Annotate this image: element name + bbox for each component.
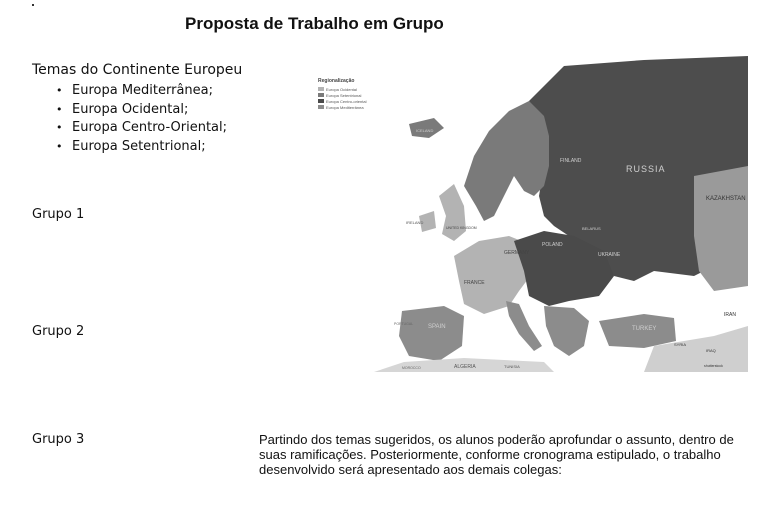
group-1-label: Grupo 1 [32,207,85,222]
label-russia: RUSSIA [626,164,666,174]
label-portugal: PORTUGAL [394,322,414,326]
legend-title: Regionalização [318,78,355,84]
black-sea [608,289,660,313]
europe-map-graphic [314,56,748,372]
group-3-label: Grupo 3 [32,432,85,447]
label-iran: IRAN [724,312,736,318]
label-algeria: ALGERIA [454,364,476,370]
label-belarus: BELARUS [582,226,601,231]
stray-dot [32,4,34,6]
legend-item-centro-oriental: Europa Centro-oriental [318,98,366,104]
region-balkans [544,306,589,356]
region-iberia [399,306,464,361]
label-iraq: IRAQ [706,348,716,353]
theme-item-mediterranea: • Europa Mediterrânea; [56,82,227,101]
region-italy [506,301,542,351]
label-finland: FINLAND [560,158,582,164]
legend-item-mediterranea: Europa Mediterrânea [318,104,366,110]
label-poland: POLAND [542,242,563,248]
label-turkey: TURKEY [632,326,657,332]
label-credit: shutterstock [704,364,723,368]
label-france: FRANCE [464,280,485,286]
europe-map [314,56,748,372]
label-kazakhstan: KAZAKHSTAN [706,196,746,202]
label-uk: UNITED KINGDOM [446,226,477,230]
region-scandinavia [464,101,549,221]
label-tunisia: TUNISIA [504,364,520,369]
label-germany: GERMANY [504,250,530,256]
themes-list [56,82,227,156]
map-legend [318,78,366,110]
label-syria: SYRIA [674,342,687,347]
description-paragraph: Partindo dos temas sugeridos, os alunos poderão aprofundar o assunto, dentro de suas ramificações. Posteriormente, conforme cronograma estipulado, o trabalho desenvolvido será apresentado aos demais colegas: [259,432,734,477]
label-morocco: MOROCCO [402,366,421,370]
theme-item-ocidental: • Europa Ocidental; [56,101,227,120]
legend-item-ocidental: Europa Ocidental [318,86,366,92]
theme-item-centro-oriental: • Europa Centro-Oriental; [56,119,227,138]
label-spain: SPAIN [428,324,446,330]
region-uk [439,184,466,241]
region-kazakhstan [694,166,748,291]
label-ireland: IRELAND [406,220,424,225]
page-title: Proposta de Trabalho em Grupo [185,14,444,33]
label-iceland: ICELAND [416,128,434,133]
legend-item-setentrional: Europa Setentrional [318,92,366,98]
group-2-label: Grupo 2 [32,324,85,339]
themes-heading: Temas do Continente Europeu [32,62,243,78]
label-ukraine: UKRAINE [598,252,621,258]
theme-item-setentrional: • Europa Setentrional; [56,138,227,157]
